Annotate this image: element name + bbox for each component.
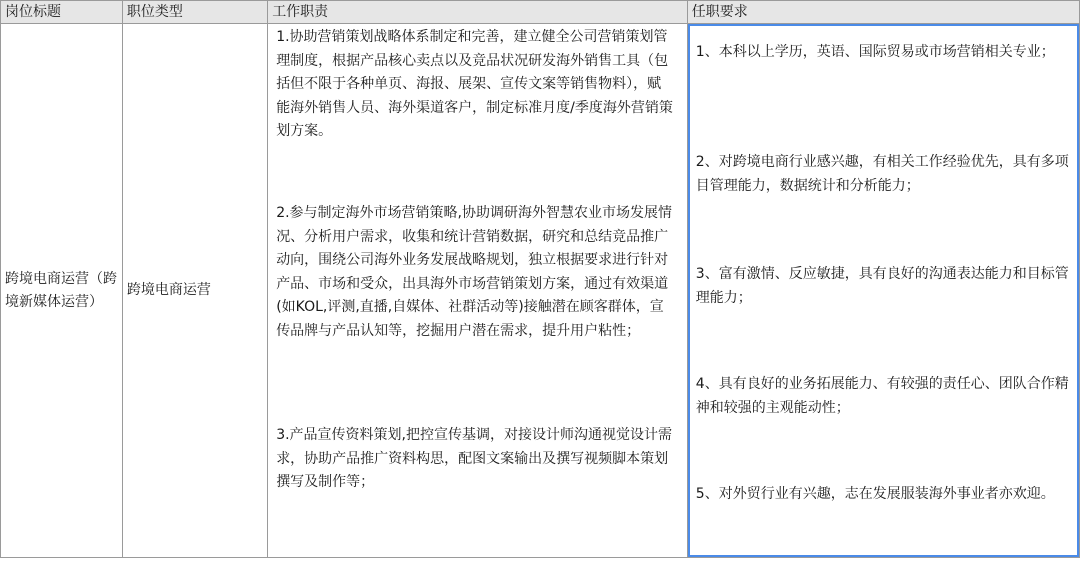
header-job-title[interactable]: 岗位标题 bbox=[1, 1, 123, 24]
header-duties[interactable]: 工作职责 bbox=[268, 1, 688, 24]
job-title-text: 跨境电商运营（跨境新媒体运营） bbox=[5, 270, 117, 310]
duty-item-2: 2.参与制定海外市场营销策略,协助调研海外智慧农业市场发展情况、分析用户需求，收集和统计营销数据，研究和总结竞品推广动向，围绕公司海外业务发展战略规划，独立根据要求进行针对产品、市场和受众，出具海外市场营销策划方案，通过有效渠道(如KOL,评测,直播,自媒体、社群活动等)接触潜在顾客群体，宣传品牌与产品认知等，挖掘用户潜在需求，提升用户粘性； bbox=[276, 205, 672, 339]
requirement-item-1: 1、本科以上学历，英语、国际贸易或市场营销相关专业； bbox=[695, 44, 1055, 60]
job-title-cell[interactable] bbox=[1, 24, 123, 558]
header-row bbox=[1, 1, 1080, 24]
header-job-type[interactable]: 职位类型 bbox=[122, 1, 267, 24]
requirement-item-2: 2、对跨境电商行业感兴趣，有相关工作经验优先，具有多项目管理能力，数据统计和分析能力； bbox=[695, 154, 1069, 194]
job-type-text: 跨境电商运营 bbox=[126, 282, 211, 298]
requirement-item-4: 4、具有良好的业务拓展能力、有较强的责任心、团队合作精神和较强的主观能动性； bbox=[695, 376, 1069, 416]
duties-cell[interactable] bbox=[268, 24, 688, 558]
requirement-item-3: 3、富有激情、反应敏捷，具有良好的沟通表达能力和目标管理能力； bbox=[695, 266, 1069, 306]
duty-item-3: 3.产品宣传资料策划,把控宣传基调，对接设计师沟通视觉设计需求，协助产品推广资料构思，配图文案输出及撰写视频脚本策划撰写及制作等； bbox=[276, 427, 672, 490]
table-row bbox=[1, 24, 1080, 558]
selected-cell-outline bbox=[688, 24, 1079, 557]
duty-item-1: 1.协助营销策划战略体系制定和完善，建立健全公司营销策划管理制度，根据产品核心卖点以及竞品状况研发海外销售工具（包括但不限于各种单页、海报、展架、宣传文案等销售物料），赋能海外销售人员、海外渠道客户，制定标准月度/季度海外营销策划方案。 bbox=[276, 29, 673, 139]
header-requirements[interactable]: 任职要求 bbox=[687, 1, 1079, 24]
requirements-cell[interactable] bbox=[687, 24, 1079, 558]
requirement-item-5: 5、对外贸行业有兴趣，志在发展服装海外事业者亦欢迎。 bbox=[695, 486, 1055, 502]
job-type-cell[interactable] bbox=[122, 24, 267, 558]
